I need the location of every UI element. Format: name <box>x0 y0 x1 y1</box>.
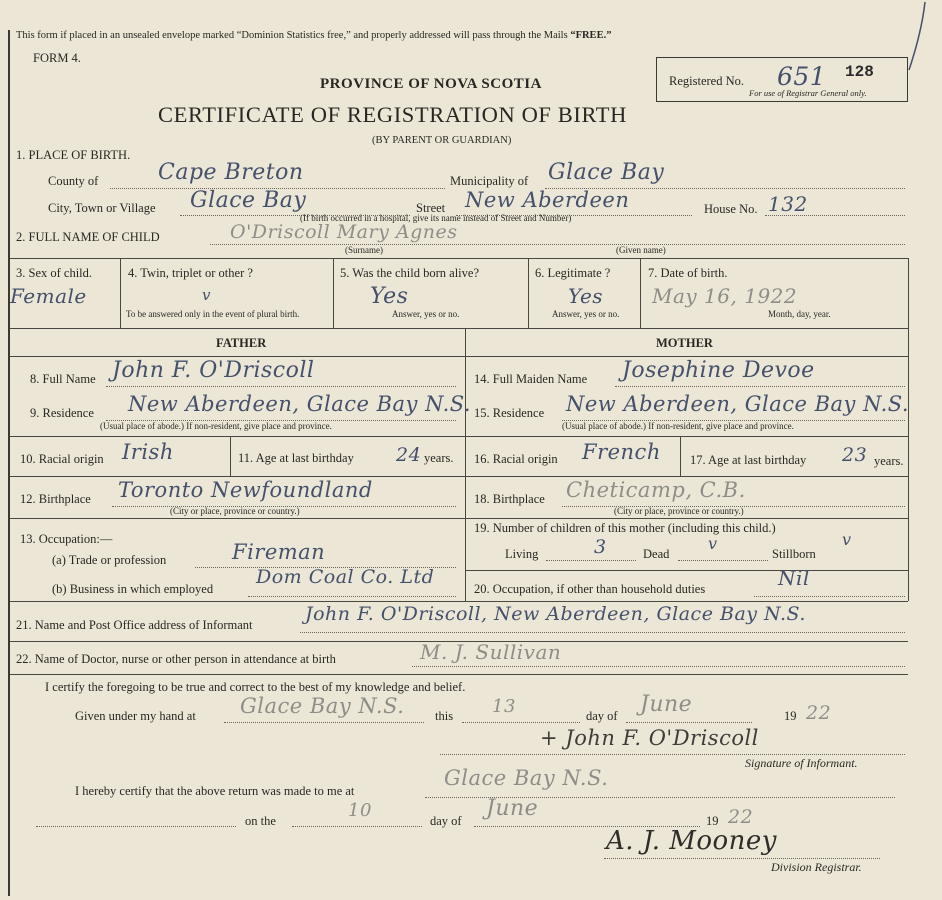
doctor-line <box>412 666 905 667</box>
mother-residence-value: New Aberdeen, Glace Bay N.S. <box>566 392 910 416</box>
registrar-day-line <box>292 826 422 827</box>
father-trade-value: Fireman <box>232 540 326 564</box>
day-of-label: day of <box>586 709 618 723</box>
month-line <box>626 722 752 723</box>
form-number: FORM 4. <box>33 51 81 65</box>
mother-rule <box>466 518 908 519</box>
mother-occupation-line <box>754 596 905 597</box>
father-residence-value: New Aberdeen, Glace Bay N.S. <box>128 392 472 416</box>
divider <box>640 258 641 328</box>
county-label: County of <box>48 174 99 188</box>
registrar-note: For use of Registrar General only. <box>749 88 867 98</box>
registrar-place-value: Glace Bay N.S. <box>444 766 609 790</box>
father-age-label: 11. Age at last birthday <box>238 451 354 465</box>
father-trade-label: (a) Trade or profession <box>52 553 167 567</box>
date-value: May 16, 1922 <box>652 284 798 308</box>
dead-line <box>678 560 768 561</box>
informant-value: John F. O'Driscoll, New Aberdeen, Glace Bay N.S. <box>305 603 806 625</box>
father-rule <box>10 518 465 519</box>
registered-box <box>656 57 908 102</box>
mother-occupation-label: 20. Occupation, if other than household duties <box>474 582 706 596</box>
day-line <box>462 722 580 723</box>
given-year-value: 22 <box>806 702 832 724</box>
house-label: House No. <box>704 202 758 216</box>
given-month-value: June <box>640 692 693 717</box>
given-place-line <box>224 722 424 723</box>
legitimate-value: Yes <box>568 284 604 308</box>
divider <box>230 436 231 476</box>
registrar-day-value: 10 <box>348 800 372 821</box>
mother-name-line <box>615 386 905 387</box>
father-business-value: Dom Coal Co. Ltd <box>256 566 435 588</box>
father-occupation-label: 13. Occupation:— <box>20 532 113 546</box>
envelope-note: This form if placed in an unsealed envelope marked “Dominion Statistics free,” and properly addressed will pass through the Mails “FREE.” <box>16 30 612 41</box>
father-birthplace-note: (City or place, province or country.) <box>170 506 300 516</box>
informant-label: 21. Name and Post Office address of Informant <box>16 618 253 632</box>
father-age-unit: years. <box>424 451 454 465</box>
mother-occupation-value: Nil <box>778 566 810 590</box>
stillborn-value: v <box>842 530 852 549</box>
alive-label: 5. Was the child born alive? <box>340 266 480 280</box>
mother-head-rule <box>466 356 908 357</box>
father-business-line <box>248 596 456 597</box>
given-day-value: 13 <box>492 696 516 717</box>
mother-rule <box>466 570 908 571</box>
registrar-lead-line <box>36 826 236 827</box>
street-value: New Aberdeen <box>465 188 630 212</box>
living-label: Living <box>505 547 539 561</box>
registered-value: 651 <box>777 62 827 91</box>
legitimate-label: 6. Legitimate ? <box>535 266 611 280</box>
father-birthplace-label: 12. Birthplace <box>20 492 91 506</box>
mother-age-unit: years. <box>874 454 904 468</box>
registrar-statement: I hereby certify that the above return was made to me at <box>75 784 355 798</box>
alive-value: Yes <box>370 284 409 309</box>
registrar-month-value: June <box>486 796 539 821</box>
mother-racial-value: French <box>582 440 661 464</box>
divider <box>528 258 529 328</box>
registrar-day-of-label: day of <box>430 814 462 828</box>
mother-birthplace-label: 18. Birthplace <box>474 492 545 506</box>
living-value: 3 <box>594 536 607 558</box>
place-of-birth-heading: 1. PLACE OF BIRTH. <box>16 148 131 162</box>
registrar-signature-line <box>604 858 880 859</box>
father-birthplace-value: Toronto Newfoundland <box>118 478 373 502</box>
father-name-line <box>106 386 456 387</box>
divider <box>333 258 334 328</box>
divider <box>680 436 681 476</box>
mother-age-value: 23 <box>842 444 868 466</box>
registrar-year-prefix: 19 <box>706 814 719 828</box>
registrar-signature: A. J. Mooney <box>606 826 777 856</box>
hospital-note: (If birth occurred in a hospital, give its name instead of Street and Number) <box>300 213 572 223</box>
mother-residence-label: 15. Residence <box>474 406 545 420</box>
mother-rule <box>466 436 908 437</box>
father-residence-note: (Usual place of abode.) If non-resident, give place and province. <box>100 421 332 431</box>
mother-age-label: 17. Age at last birthday <box>690 453 807 467</box>
registrar-year-value: 22 <box>728 806 754 828</box>
child-name-label: 2. FULL NAME OF CHILD <box>16 230 160 244</box>
alive-note: Answer, yes or no. <box>392 309 460 319</box>
father-racial-value: Irish <box>122 440 174 464</box>
given-name-note: (Given name) <box>616 245 666 255</box>
child-name-value: O'Driscoll Mary Agnes <box>230 221 458 243</box>
living-line <box>546 560 636 561</box>
year-prefix: 19 <box>784 709 797 723</box>
city-value: Glace Bay <box>190 188 307 213</box>
certify-statement: I certify the foregoing to be true and correct to the best of my knowledge and belief. <box>45 680 466 694</box>
informant-signature-line <box>440 754 905 755</box>
informant-line <box>300 632 905 633</box>
mother-residence-note: (Usual place of abode.) If non-resident, give place and province. <box>562 421 794 431</box>
informant-signature: + John F. O'Driscoll <box>540 726 759 750</box>
registrar-caption: Division Registrar. <box>771 860 862 874</box>
given-label: Given under my hand at <box>75 709 196 723</box>
father-business-label: (b) Business in which employed <box>52 582 214 596</box>
father-residence-label: 9. Residence <box>30 406 94 420</box>
child-name-line <box>210 244 905 245</box>
municipality-label: Municipality of <box>450 174 529 188</box>
father-heading: FATHER <box>216 336 267 350</box>
registered-label: Registered No. <box>669 74 744 88</box>
panel-bottom-rule <box>10 601 908 602</box>
father-rule <box>10 436 465 437</box>
father-age-value: 24 <box>396 444 422 466</box>
father-racial-label: 10. Racial origin <box>20 452 104 466</box>
dead-value: v <box>708 534 718 553</box>
twin-value: v <box>202 286 211 304</box>
page-left-border <box>8 30 10 896</box>
twin-label: 4. Twin, triplet or other ? <box>128 266 253 280</box>
mother-birthplace-value: Cheticamp, C.B. <box>566 478 746 502</box>
mother-rule <box>466 476 908 477</box>
father-head-rule <box>10 356 465 357</box>
registered-stamp: 128 <box>845 63 874 81</box>
mother-heading: MOTHER <box>656 336 713 350</box>
date-note: Month, day, year. <box>768 309 831 319</box>
father-name-label: 8. Full Name <box>30 372 96 386</box>
twin-note: To be answered only in the event of plural birth. <box>126 309 300 319</box>
father-name-value: John F. O'Driscoll <box>112 358 315 383</box>
county-value: Cape Breton <box>158 160 304 185</box>
mother-children-label: 19. Number of children of this mother (including this child.) <box>474 521 776 535</box>
city-label: City, Town or Village <box>48 201 156 215</box>
surname-note: (Surname) <box>345 245 383 255</box>
divider <box>908 258 909 328</box>
right-divider <box>908 328 909 601</box>
mother-name-label: 14. Full Maiden Name <box>474 372 588 386</box>
rule <box>10 674 908 675</box>
mother-birthplace-note: (City or place, province or country.) <box>614 506 744 516</box>
this-label: this <box>435 709 454 723</box>
row-bottom-rule <box>10 328 908 329</box>
divider <box>120 258 121 328</box>
mother-name-value: Josephine Devoe <box>622 358 815 383</box>
certificate-subtitle: (BY PARENT OR GUARDIAN) <box>372 135 512 146</box>
father-rule <box>10 476 465 477</box>
dead-label: Dead <box>643 547 670 561</box>
on-the-label: on the <box>245 814 276 828</box>
date-label: 7. Date of birth. <box>648 266 728 280</box>
given-place-value: Glace Bay N.S. <box>240 694 405 718</box>
center-divider <box>465 328 466 601</box>
street-label: Street <box>416 201 446 215</box>
mother-racial-label: 16. Racial origin <box>474 452 558 466</box>
informant-caption: Signature of Informant. <box>745 756 858 770</box>
doctor-value: M. J. Sullivan <box>420 640 562 664</box>
legitimate-note: Answer, yes or no. <box>552 309 620 319</box>
stillborn-label: Stillborn <box>772 547 816 561</box>
house-value: 132 <box>768 192 808 216</box>
margin-pen-mark <box>895 0 935 75</box>
province-heading: PROVINCE OF NOVA SCOTIA <box>320 76 542 92</box>
certificate-title: CERTIFICATE OF REGISTRATION OF BIRTH <box>158 102 627 127</box>
sex-label: 3. Sex of child. <box>16 266 93 280</box>
municipality-value: Glace Bay <box>548 160 665 185</box>
doctor-label: 22. Name of Doctor, nurse or other person in attendance at birth <box>16 652 336 666</box>
row-top-rule <box>10 258 908 259</box>
sex-value: Female <box>10 284 87 308</box>
